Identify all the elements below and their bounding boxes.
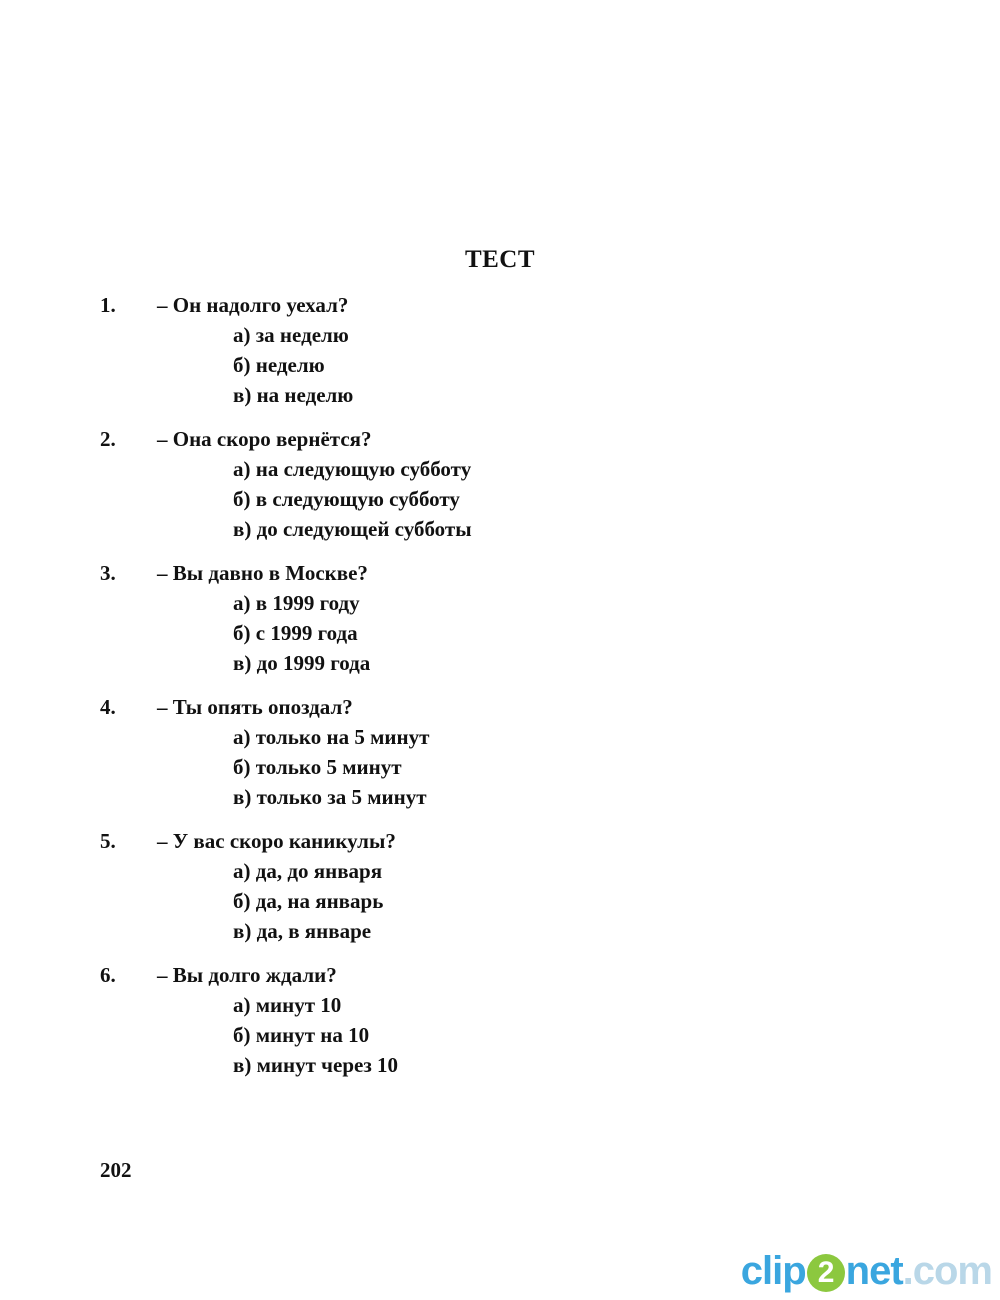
question-number: 3. (100, 561, 116, 585)
question-item (100, 290, 800, 410)
watermark-badge: 2 (807, 1254, 845, 1292)
watermark-domain: .com (902, 1249, 992, 1293)
question-text: – Вы долго ждали? (157, 963, 337, 987)
answer-option: а) на следующую субботу (233, 457, 472, 481)
answer-option: а) да, до января (233, 859, 383, 883)
question-text: – Вы давно в Москве? (157, 561, 368, 585)
answer-option: в) только за 5 минут (233, 785, 427, 809)
answer-options (100, 990, 800, 1080)
watermark-logo (741, 1249, 992, 1294)
page-title: ТЕСТ (464, 246, 536, 273)
answer-options (100, 856, 800, 946)
answer-options (100, 722, 800, 812)
answer-option: б) с 1999 года (233, 621, 358, 645)
question-text: – Она скоро вернётся? (157, 427, 372, 451)
question-text: – Ты опять опоздал? (157, 695, 353, 719)
question-row (100, 558, 800, 588)
answer-option: в) до следующей субботы (233, 517, 472, 541)
answer-option: а) за неделю (233, 323, 349, 347)
question-item (100, 960, 800, 1080)
question-number: 1. (100, 293, 116, 317)
answer-option: б) только 5 минут (233, 755, 402, 779)
answer-option: а) минут 10 (233, 993, 342, 1017)
answer-option: в) минут через 10 (233, 1053, 399, 1077)
question-row (100, 826, 800, 856)
answer-option: в) до 1999 года (233, 651, 371, 675)
question-number: 6. (100, 963, 116, 987)
question-row (100, 960, 800, 990)
answer-option: а) в 1999 году (233, 591, 360, 615)
answer-option: в) да, в январе (233, 919, 372, 943)
question-row (100, 290, 800, 320)
answer-option: б) неделю (233, 353, 325, 377)
answer-option: б) в следующую субботу (233, 487, 460, 511)
question-item (100, 826, 800, 946)
question-list (100, 290, 800, 1094)
question-item (100, 692, 800, 812)
page-number: 202 (100, 1158, 132, 1182)
question-item (100, 424, 800, 544)
question-number: 5. (100, 829, 116, 853)
question-row (100, 424, 800, 454)
question-number: 4. (100, 695, 116, 719)
answer-options (100, 320, 800, 410)
answer-options (100, 454, 800, 544)
answer-option: в) на неделю (233, 383, 354, 407)
watermark-text: net (845, 1249, 903, 1293)
question-number: 2. (100, 427, 116, 451)
question-text: – У вас скоро каникулы? (157, 829, 396, 853)
answer-option: а) только на 5 минут (233, 725, 430, 749)
answer-option: б) минут на 10 (233, 1023, 370, 1047)
question-text: – Он надолго уехал? (157, 293, 349, 317)
watermark-text: clip (740, 1249, 806, 1293)
answer-option: б) да, на январь (233, 889, 384, 913)
answer-options (100, 588, 800, 678)
question-row (100, 692, 800, 722)
question-item (100, 558, 800, 678)
